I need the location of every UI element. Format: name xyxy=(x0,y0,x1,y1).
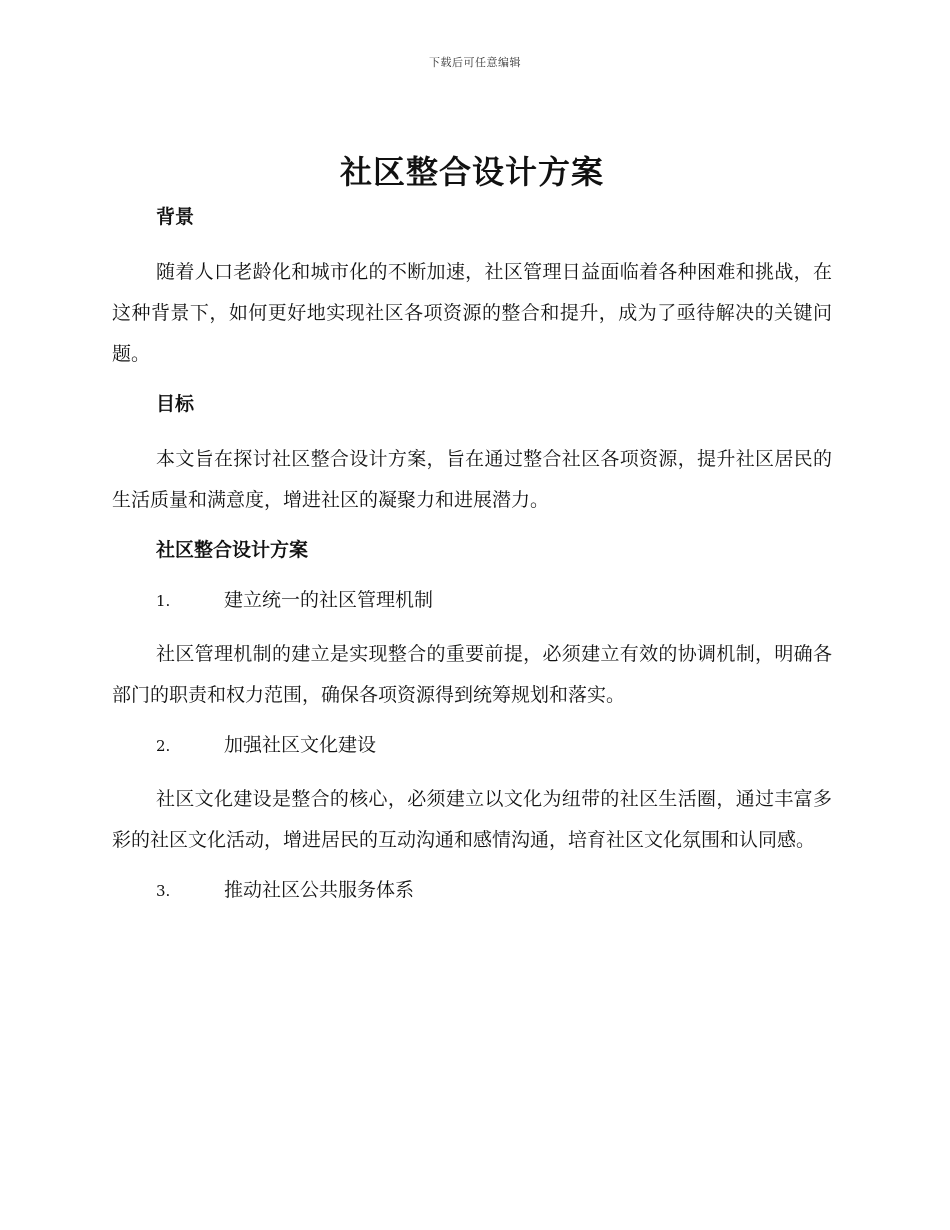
section-heading-goal: 目标 xyxy=(156,393,195,415)
list-item-1 xyxy=(112,585,832,616)
list-item-title: 推动社区公共服务体系 xyxy=(224,879,415,901)
list-number: 3. xyxy=(156,882,171,900)
list-item-2 xyxy=(112,730,832,761)
header-note: 下载后可任意编辑 xyxy=(429,56,521,69)
paragraph-plan-1: 社区管理机制的建立是实现整合的重要前提，必须建立有效的协调机制，明确各部门的职责和权力范围，确保各项资源得到统筹规划和落实。 xyxy=(112,643,832,706)
list-number: 2. xyxy=(156,737,171,755)
list-item-title: 建立统一的社区管理机制 xyxy=(224,589,434,611)
list-number: 1. xyxy=(156,592,171,610)
document-title: 社区整合设计方案 xyxy=(339,153,604,191)
list-item-title: 加强社区文化建设 xyxy=(224,734,377,756)
section-heading-plan: 社区整合设计方案 xyxy=(156,539,309,561)
section-heading-background: 背景 xyxy=(156,206,195,228)
paragraph-goal: 本文旨在探讨社区整合设计方案，旨在通过整合社区各项资源，提升社区居民的生活质量和满意度，增进社区的凝聚力和进展潜力。 xyxy=(112,448,832,511)
document-content xyxy=(112,148,832,924)
list-item-3 xyxy=(112,875,832,906)
paragraph-plan-2: 社区文化建设是整合的核心，必须建立以文化为纽带的社区生活圈，通过丰富多彩的社区文化活动，增进居民的互动沟通和感情沟通，培育社区文化氛围和认同感。 xyxy=(112,788,832,851)
paragraph-background: 随着人口老龄化和城市化的不断加速，社区管理日益面临着各种困难和挑战，在这种背景下，如何更好地实现社区各项资源的整合和提升，成为了亟待解决的关键问题。 xyxy=(112,261,832,365)
